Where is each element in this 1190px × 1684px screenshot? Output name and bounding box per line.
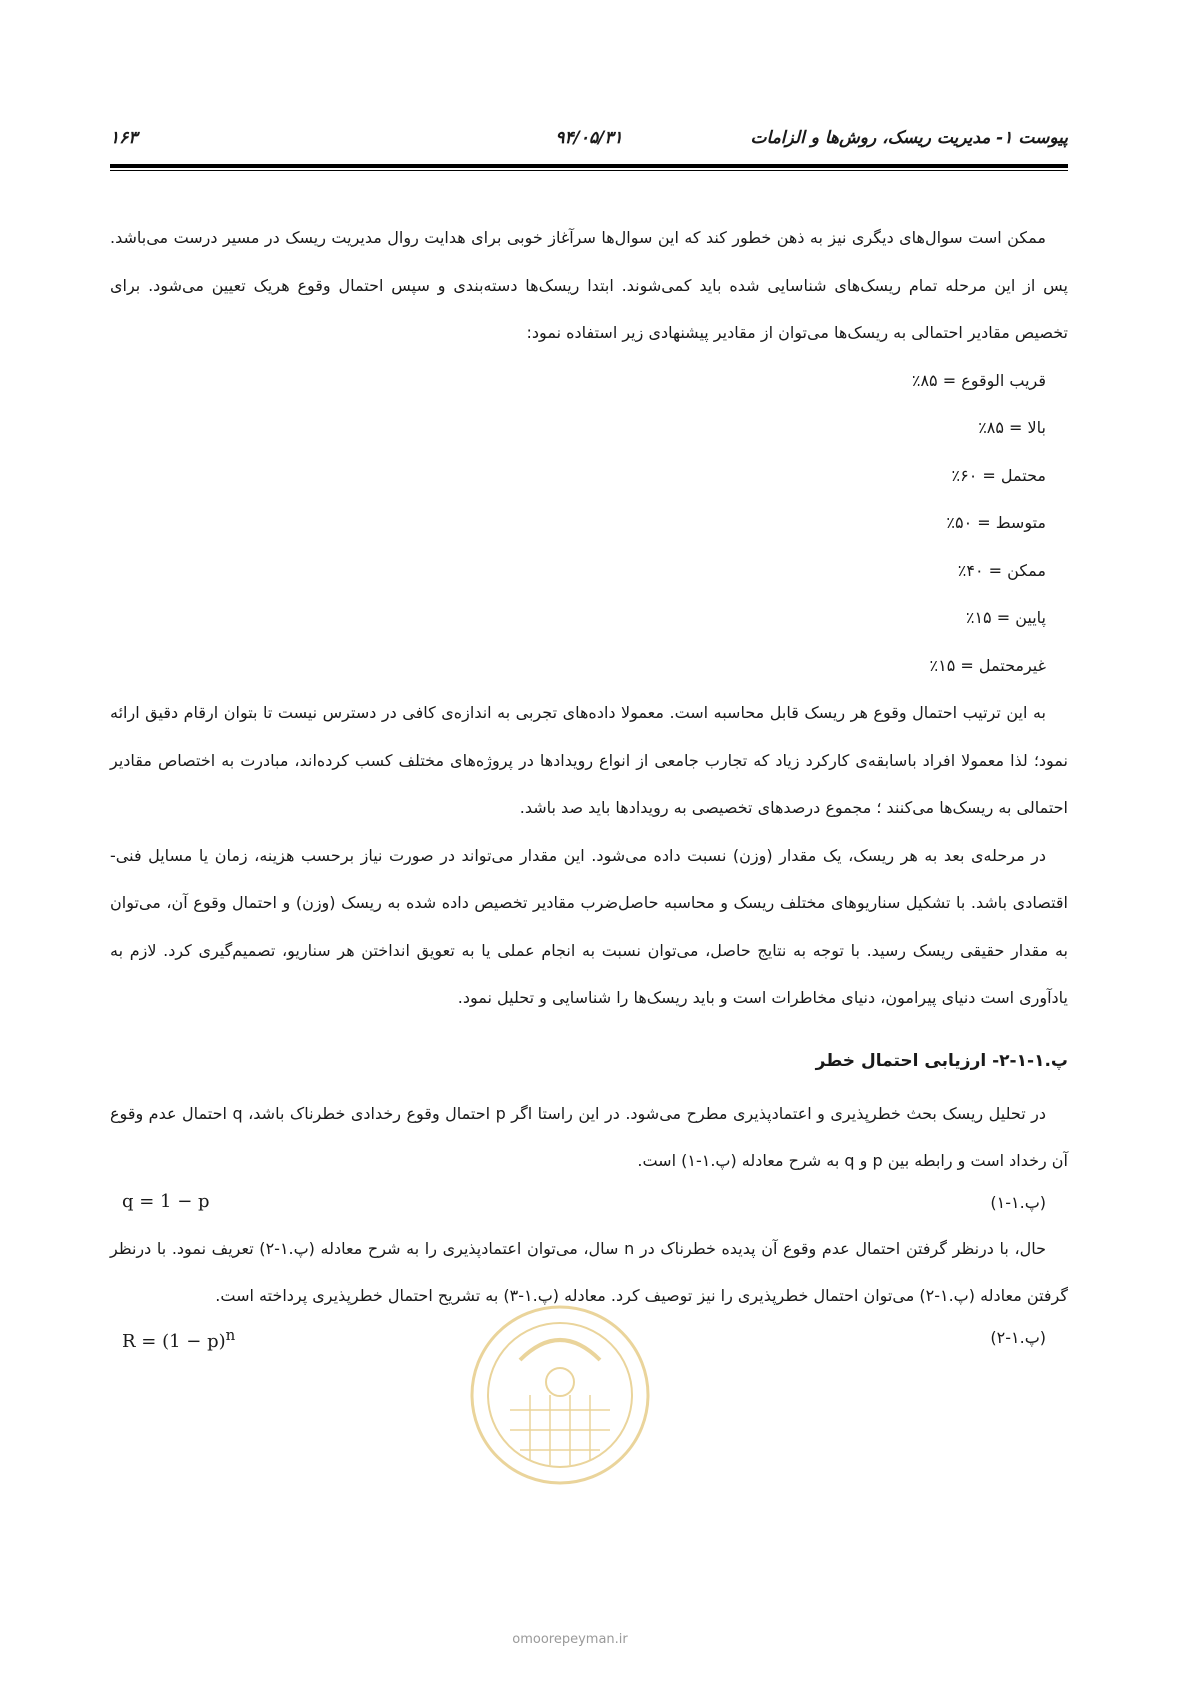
page-header (110, 128, 1068, 154)
probability-level-item: متوسط = ۵۰٪ (946, 513, 1046, 532)
probability-level-item: ممکن = ۴۰٪ (957, 560, 1046, 580)
probability-level-item: محتمل = ۶۰٪ (951, 465, 1046, 485)
section-heading: پ.۱-۱-۲- ارزیابی احتمال خطر (815, 1050, 1068, 1071)
watermark-site: omoorepeyman.ir (512, 1632, 628, 1647)
paragraph-weight: در مرحله‌ی بعد به هر ریسک، یک مقدار (وزن) نسبت داده می‌شود. این مقدار می‌تواند در صورت نیاز برحسب هزینه، زمان یا مسایل فنی- اقتصادی باشد. با تشکیل سناریوهای مختلف ریسک و محاسبه حاصل‌ضرب مقادیر تخصیص داده شده به ریسک (وزن) و احتمال وقوع آن، می‌توان به مقدار حقیقی ریسک رسید. با توجه به نتایج حاصل، می‌توان نسبت به انجام عملی یا به تعویق انداختن هر سناریو، تصمیم‌گیری کرد. لازم به یادآوری است دنیای پیرامون، دنیای مخاطرات است و باید ریسک‌ها را شناسایی و تحلیل نمود. (110, 845, 1068, 1007)
probability-level-item: پایین = ۱۵٪ (965, 608, 1046, 627)
page-number: ۱۶۳ (110, 128, 138, 148)
probability-level-item: بالا = ۸۵٪ (978, 418, 1046, 437)
header-rule-thick (110, 164, 1068, 168)
paragraph-intro: ممکن است سوال‌های دیگری نیز به ذهن خطور کند که این سوال‌ها سرآغاز خوبی برای هدایت روال مدیریت ریسک در مسیر درست می‌باشد. پس از این مرحله تمام ریسک‌های شناسایی شده باید کمی‌شوند. ابتدا ریسک‌ها دسته‌بندی و سپس احتمال وقوع هریک تعیین می‌شود. برای تخصیص مقادیر احتمالی به ریسک‌ها می‌توان از مقادیر پیشنهادی زیر استفاده نمود: (110, 228, 1068, 342)
seal-grid (510, 1395, 610, 1465)
header-date: ۹۴/۰۵/۳۱ (555, 128, 623, 148)
equation-1 (110, 1185, 1068, 1225)
probability-level-item: قریب الوقوع = ۸۵٪ (911, 370, 1046, 390)
paragraph-probability: به این ترتیب احتمال وقوع هر ریسک قابل محاسبه است. معمولا داده‌های تجربی به اندازه‌ی کافی در دسترس نیست تا بتوان ارقام دقیق ارائه نمود؛ لذا معمولا افراد باسابقه‌ی کارکرد زیاد که تجارب جامعی از انواع رویدادها در پروژه‌های مختلف کسب کرده‌اند، مبادرت به اختصاص مقادیر احتمالی به ریسک‌ها می‌کنند ؛ مجموع درصدهای تخصیصی به رویدادها باید صد باشد. (110, 703, 1068, 817)
paragraph-risk-analysis: در تحلیل ریسک بحث خطرپذیری و اعتمادپذیری مطرح می‌شود. در این راستا اگر p احتمال وقوع رخدادی خطرناک باشد، q احتمال عدم وقوع آن رخداد است و رابطه بین p و q به شرح معادله (پ.۱-۱) است. (110, 1103, 1068, 1170)
equation-number: (پ.۱-۲) (990, 1327, 1046, 1347)
equation-formula (122, 1326, 235, 1352)
seal-gear (546, 1368, 574, 1396)
equation-number: (پ.۱-۱) (990, 1192, 1046, 1212)
equation-formula: q = 1 − p (122, 1190, 210, 1212)
running-title: پیوست ۱- مدیریت ریسک، روش‌ها و الزامات (750, 128, 1068, 148)
page-body (110, 214, 1068, 1360)
probability-level-list (110, 357, 1068, 690)
header-rule-thin (110, 170, 1068, 171)
publisher-seal-watermark (450, 1300, 670, 1490)
paragraph-reliability: حال، با درنظر گرفتن احتمال عدم وقوع آن پدیده خطرناک در n سال، می‌توان اعتمادپذیری را به شرح معادله (پ.۱-۲) تعریف نمود. با درنظر گرفتن معادله (پ.۱-۲) می‌توان احتمال خطرپذیری را نیز توصیف کرد. معادله (پ.۱-۳) به تشریح احتمال خطرپذیری پرداخته است. (110, 1238, 1068, 1305)
probability-level-item: غیرمحتمل = ۱۵٪ (929, 655, 1046, 675)
equation-exponent: n (225, 1325, 236, 1344)
seal-script (520, 1340, 600, 1360)
equation-base: R = (1 − p) (122, 1330, 226, 1352)
